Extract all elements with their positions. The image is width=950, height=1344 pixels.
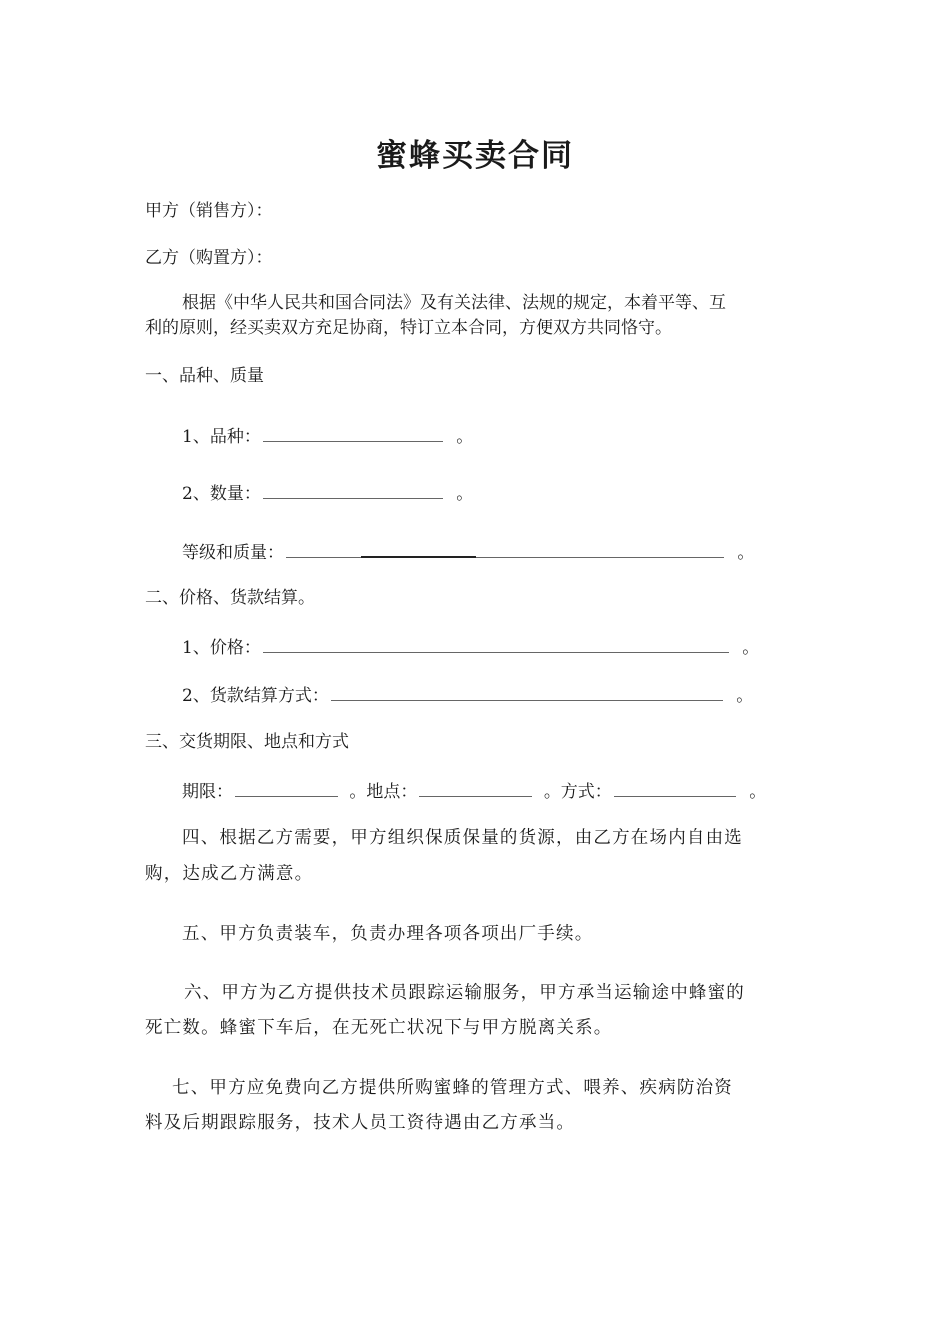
party-b-label: 乙方（购置方）： (145, 248, 273, 268)
section-5-line-1: 五、甲方负责装车，负责办理各项各项出厂手续。 (182, 924, 594, 944)
quantity-end-mark: 。 (456, 484, 474, 504)
grade-end-mark: 。 (737, 543, 755, 563)
method-blank (614, 778, 736, 797)
section-7-line-2: 料及后期跟踪服务，技术人员工资待遇由乙方承当。 (145, 1113, 576, 1133)
variety-row (182, 423, 473, 449)
price-end-mark: 。 (742, 638, 760, 658)
price-row (182, 634, 759, 660)
grade-blank-c (476, 539, 724, 558)
grade-blank-a (286, 539, 361, 558)
party-a-label: 甲方（销售方）： (145, 201, 273, 221)
settlement-blank (331, 682, 723, 701)
delivery-end-mark: 。 (749, 782, 767, 802)
section-1-heading: 一、品种、质量 (145, 366, 264, 386)
section-4-line-2: 购，达成乙方满意。 (145, 864, 314, 884)
price-label: 1、价格： (182, 638, 261, 658)
grade-row (182, 538, 754, 565)
preamble-line-1: 根据《中华人民共和国合同法》及有关法律、法规的规定，本着平等、互 (182, 293, 726, 313)
quantity-blank (263, 480, 443, 499)
section-2-heading: 二、价格、货款结算。 (145, 588, 315, 608)
section-3-heading: 三、交货期限、地点和方式 (145, 732, 349, 752)
term-label: 期限： (182, 782, 233, 802)
price-blank (263, 634, 729, 653)
section-6-line-2: 死亡数。蜂蜜下车后，在无死亡状况下与甲方脱离关系。 (145, 1018, 613, 1038)
grade-blank-b (361, 538, 476, 558)
section-4-line-1: 四、根据乙方需要，甲方组织保质保量的货源，由乙方在场内自由选 (182, 828, 743, 848)
place-blank (419, 778, 532, 797)
settlement-label: 2、货款结算方式： (182, 686, 329, 706)
term-blank (235, 778, 338, 797)
delivery-row (182, 778, 766, 804)
variety-label: 1、品种： (182, 427, 261, 447)
quantity-label: 2、数量： (182, 484, 261, 504)
method-label: 。方式： (543, 782, 612, 802)
section-7-line-1: 七、甲方应免费向乙方提供所购蜜蜂的管理方式、喂养、疾病防治资 (172, 1078, 733, 1098)
variety-blank (263, 423, 443, 442)
preamble-line-2: 利的原则，经买卖双方充足协商，特订立本合同，方便双方共同恪守。 (145, 318, 672, 338)
grade-label: 等级和质量： (182, 543, 284, 563)
settlement-end-mark: 。 (736, 686, 754, 706)
document-title: 蜜蜂买卖合同 (376, 138, 574, 174)
section-6-line-1: 六、甲方为乙方提供技术员跟踪运输服务，甲方承当运输途中蜂蜜的 (184, 983, 745, 1003)
settlement-row (182, 682, 753, 708)
place-label: 。地点： (349, 782, 418, 802)
variety-end-mark: 。 (456, 427, 474, 447)
quantity-row (182, 480, 473, 506)
